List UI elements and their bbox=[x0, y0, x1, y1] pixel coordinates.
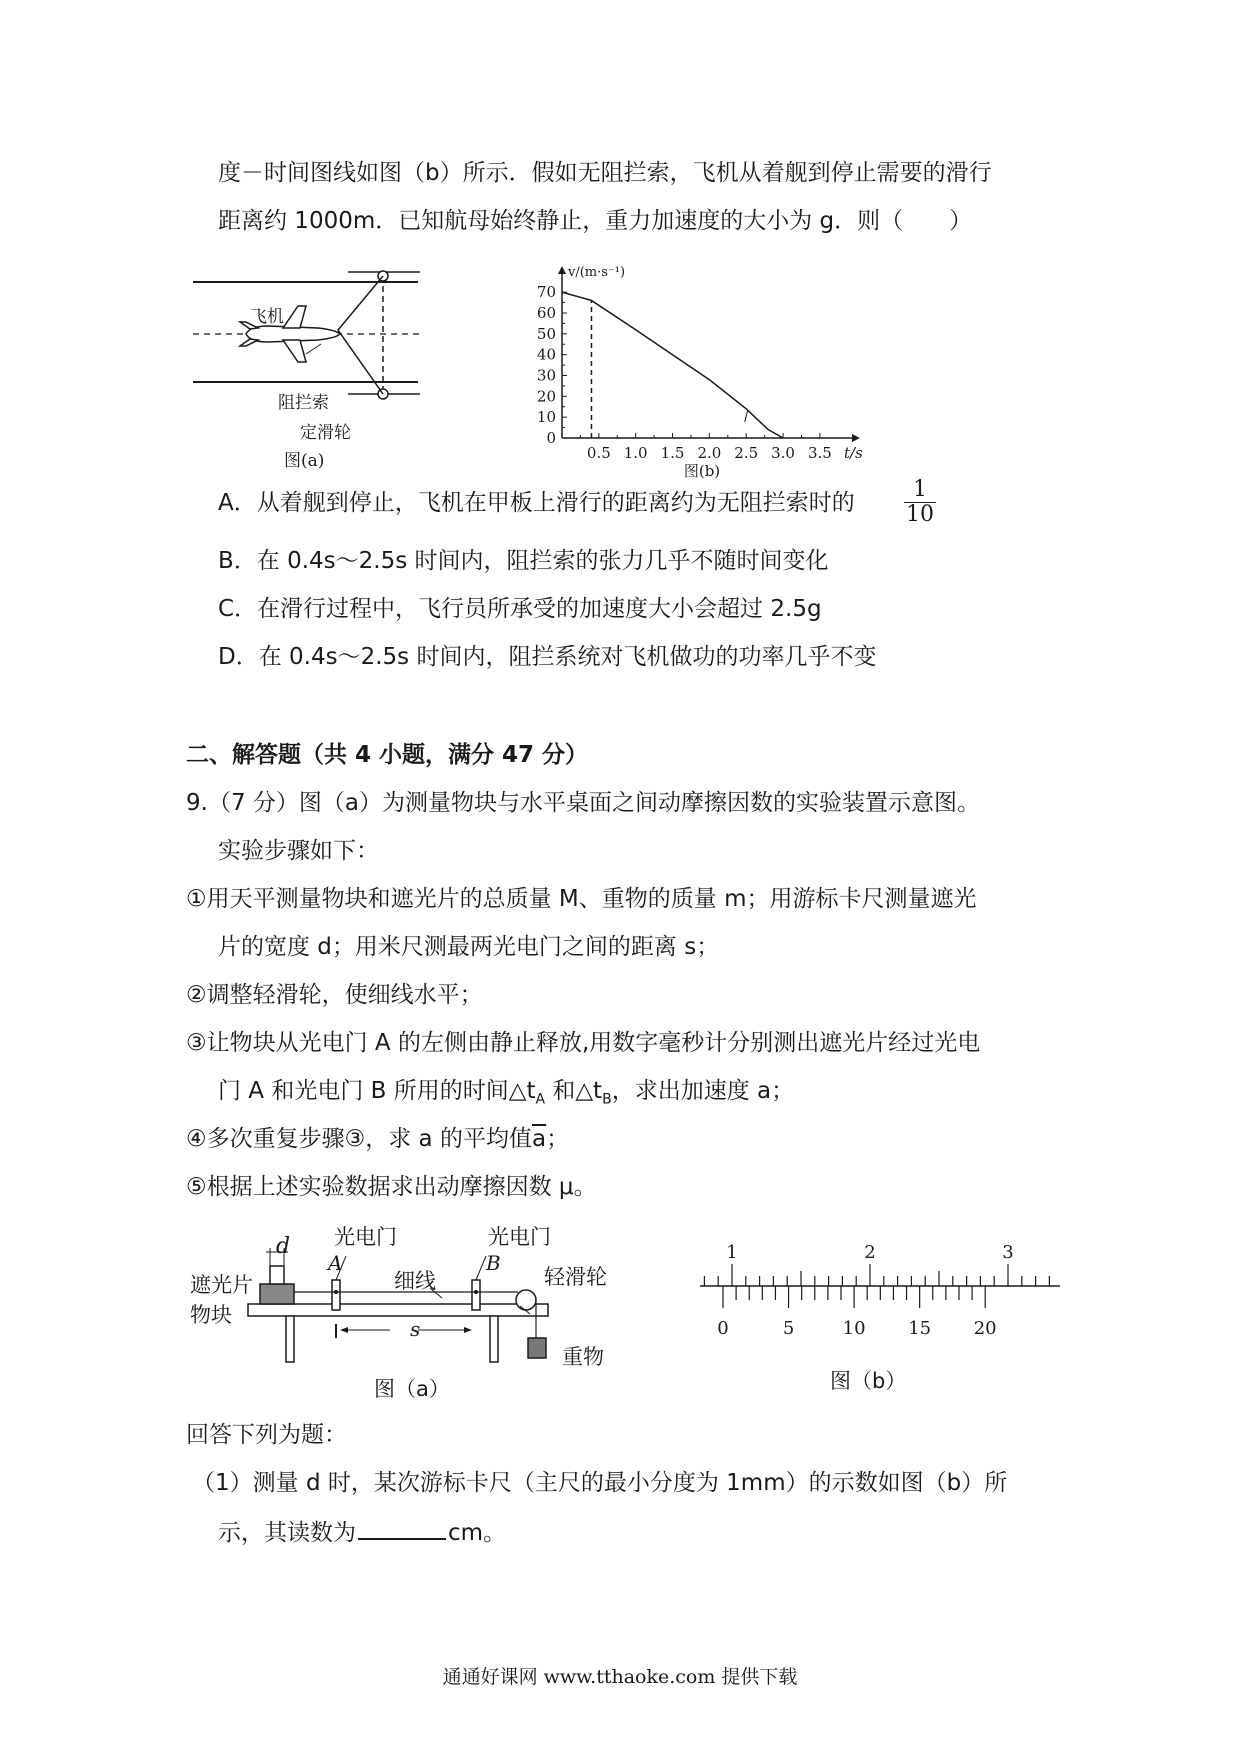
option-d: D．在 0.4s～2.5s 时间内，阻拦系统对飞机做功的功率几乎不变 bbox=[218, 644, 877, 670]
footer: 通通好课网 www.tthaoke.com 提供下载 bbox=[442, 1666, 798, 1688]
x-axis-label: t/s bbox=[844, 444, 863, 462]
shade-icon bbox=[270, 1266, 284, 1284]
label-gate-a: 光电门 bbox=[334, 1225, 397, 1249]
label-b: B bbox=[486, 1251, 501, 1275]
label-pulley: 轻滑轮 bbox=[544, 1265, 607, 1289]
y-tick-label: 0 bbox=[546, 429, 556, 447]
x-tick-label: 1.0 bbox=[623, 444, 648, 462]
label-s: s bbox=[410, 1317, 421, 1341]
y-tick-label: 50 bbox=[536, 324, 556, 343]
answer-q1-b bbox=[218, 1516, 506, 1548]
x-tick-label: 1.5 bbox=[660, 444, 685, 462]
label-gate-b: 光电门 bbox=[488, 1225, 551, 1249]
y-tick-label: 10 bbox=[536, 408, 556, 427]
fraction-numerator: 1 bbox=[904, 478, 936, 503]
gate-a-icon bbox=[332, 1280, 340, 1310]
tangent-mark bbox=[745, 410, 748, 422]
step3-text-1: 门 A 和光电门 B 所用的时间△t bbox=[218, 1078, 536, 1104]
q9-line-1: 9.（7 分）图（a）为测量物块与水平桌面之间动摩擦因数的实验装置示意图。 bbox=[186, 790, 980, 816]
mean-a: $\overline{a}$ bbox=[531, 1126, 547, 1152]
answer-unit: cm。 bbox=[448, 1520, 507, 1546]
q9-step4 bbox=[186, 1124, 569, 1154]
label-thread: 细线 bbox=[394, 1269, 436, 1293]
y-axis-label: v/(m·s⁻¹) bbox=[568, 265, 626, 280]
step3-text-2: 和△t bbox=[545, 1078, 603, 1104]
y-tick-label: 30 bbox=[536, 366, 556, 385]
vernier-scale-label: 0 bbox=[717, 1318, 729, 1339]
answer-blank[interactable] bbox=[358, 1516, 446, 1540]
q9-step1-a: ①用天平测量物块和遮光片的总质量 M、重物的质量 m；用游标卡尺测量遮光 bbox=[186, 886, 977, 912]
label-a: A bbox=[328, 1251, 343, 1275]
label-cable: 阻拦索 bbox=[278, 393, 329, 413]
fraction-denominator: 10 bbox=[906, 502, 934, 527]
main-scale-label: 1 bbox=[726, 1242, 738, 1263]
x-axis-arrow bbox=[852, 434, 860, 442]
step4-end: ； bbox=[546, 1126, 570, 1152]
option-b: B．在 0.4s～2.5s 时间内，阻拦索的张力几乎不随时间变化 bbox=[218, 548, 829, 574]
label-weight: 重物 bbox=[562, 1345, 604, 1369]
label-d: d bbox=[276, 1234, 291, 1259]
vernier-scale-label: 5 bbox=[782, 1318, 795, 1339]
vernier-caliper bbox=[690, 1236, 1070, 1376]
main-scale-label: 2 bbox=[864, 1242, 876, 1263]
y-axis-arrow bbox=[558, 266, 566, 274]
y-tick-label: 40 bbox=[536, 345, 556, 364]
option-a-text: A．从着舰到停止，飞机在甲板上滑行的距离约为无阻拦索时的 bbox=[218, 490, 855, 516]
y-tick-label: 60 bbox=[536, 304, 556, 322]
answer-intro: 回答下列为题： bbox=[186, 1422, 347, 1448]
velocity-time-chart bbox=[522, 250, 862, 480]
option-c: C．在滑行过程中，飞行员所承受的加速度大小会超过 2.5g bbox=[218, 596, 822, 622]
label-shade: 遮光片 bbox=[190, 1273, 253, 1297]
option-a-fraction bbox=[904, 478, 936, 527]
q9-step1-b: 片的宽度 d；用米尺测最两光电门之间的距离 s； bbox=[218, 934, 720, 960]
chart-caption: 图(b) bbox=[683, 462, 721, 480]
subscript-a: A bbox=[535, 1091, 546, 1108]
x-tick-label: 2.5 bbox=[734, 444, 759, 462]
q9-step2: ②调整轻滑轮，使细线水平； bbox=[186, 982, 483, 1008]
section-heading: 二、解答题（共 4 小题，满分 47 分） bbox=[186, 742, 589, 768]
main-scale-label: 3 bbox=[1002, 1242, 1014, 1263]
y-tick-label: 20 bbox=[536, 387, 556, 406]
vernier-scale-label: 20 bbox=[973, 1318, 997, 1339]
caption-fig-a-bottom: 图（a） bbox=[374, 1377, 450, 1401]
label-plane: 飞机 bbox=[250, 307, 284, 327]
answer-q1-a: （1）测量 d 时，某次游标卡尺（主尺的最小分度为 1mm）的示数如图（b）所 bbox=[192, 1470, 1008, 1496]
velocity-curve bbox=[562, 292, 783, 438]
q9-step3-b bbox=[218, 1076, 794, 1115]
caption-fig-a-top: 图(a) bbox=[284, 451, 325, 471]
label-pulley: 定滑轮 bbox=[300, 423, 351, 443]
step3-text-3: ，求出加速度 a； bbox=[611, 1078, 795, 1104]
weight-icon bbox=[528, 1338, 546, 1358]
step4-text: ④多次重复步骤③，求 a 的平均值 bbox=[186, 1126, 532, 1152]
q9-step5: ⑤根据上述实验数据求出动摩擦因数 μ。 bbox=[186, 1174, 597, 1200]
x-tick-label: 0.5 bbox=[586, 444, 611, 462]
x-tick-label: 2.0 bbox=[697, 444, 722, 462]
block-icon bbox=[260, 1284, 294, 1304]
y-tick-label: 70 bbox=[536, 283, 556, 302]
gate-b-icon bbox=[472, 1280, 480, 1310]
subscript-b: B bbox=[602, 1091, 612, 1108]
caption-fig-b-bottom: 图（b） bbox=[830, 1369, 907, 1393]
option-a bbox=[218, 488, 855, 518]
intro-line-1: 度－时间图线如图（b）所示．假如无阻拦索，飞机从着舰到停止需要的滑行 bbox=[218, 160, 992, 186]
vernier-scale-label: 15 bbox=[908, 1318, 932, 1339]
pulley-icon bbox=[516, 1290, 536, 1310]
intro-line-2: 距离约 1000m．已知航母始终静止，重力加速度的大小为 g．则（ ） bbox=[218, 208, 973, 234]
x-tick-label: 3.0 bbox=[771, 444, 795, 462]
q9-line-2: 实验步骤如下： bbox=[218, 838, 379, 864]
q9-step3-a: ③让物块从光电门 A 的左侧由静止释放,用数字毫秒计分别测出遮光片经过光电 bbox=[186, 1030, 981, 1056]
vernier-scale-label: 10 bbox=[842, 1318, 866, 1339]
answer-q1-text: 示，其读数为 bbox=[218, 1520, 356, 1546]
label-block: 物块 bbox=[190, 1303, 232, 1327]
x-tick-label: 3.5 bbox=[807, 444, 832, 462]
